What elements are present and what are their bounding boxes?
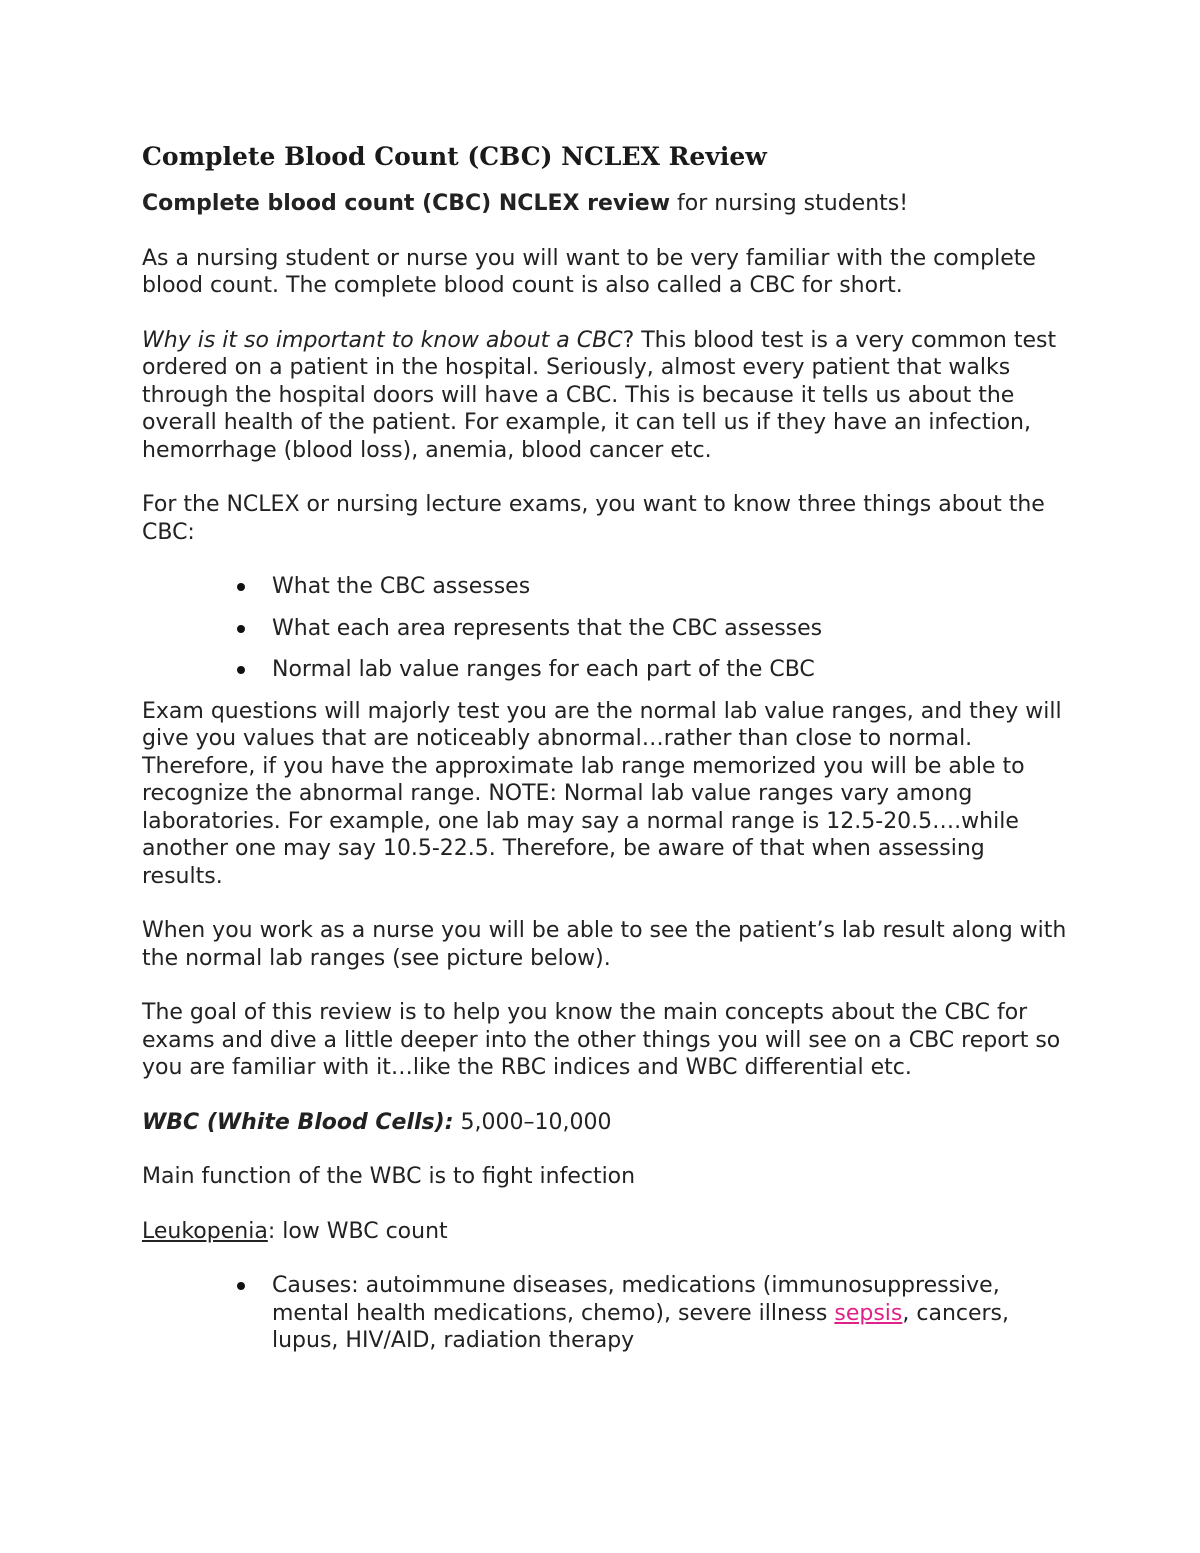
paragraph-importance [142, 327, 1067, 465]
paragraph-lab-result: When you work as a nurse you will be able to see the patient’s lab result along with the normal lab ranges (see picture below). [142, 918, 1067, 971]
bullet-icon [237, 625, 245, 633]
importance-question: Why is it so important to know about a CBC [142, 327, 623, 353]
wbc-range: 5,000–10,000 [453, 1109, 612, 1135]
paragraph-familiarity: As a nursing student or nurse you will want to be very familiar with the complete blood count. The complete blood count is also called a CBC for short. [142, 245, 1036, 298]
paragraph-three-things: For the NCLEX or nursing lecture exams, you want to know three things about the CBC: [142, 492, 1045, 545]
leukopenia-line [142, 1218, 1067, 1246]
paragraph-exam-questions: Exam questions will majorly test you are the normal lab value ranges, and they will give you values that are noticeably abnormal…rather than close to normal. Therefore, if you have the approximate lab range memorized you will be able to recognize the abnormal range. NOTE: Normal lab value ranges vary among laboratories. For example, one lab may say a normal range is 12.5-20.5….while another one may say 10.5-22.5. Therefore, be aware of that when assessing results. [142, 698, 1062, 889]
list-item [272, 615, 1067, 643]
bullet-icon [237, 583, 245, 591]
three-things-list [142, 573, 1067, 684]
bullet-icon [237, 1282, 245, 1290]
causes-after-text: , cancers, lupus, HIV/AID, radiation therapy [272, 1300, 1010, 1353]
list-item [272, 656, 1067, 684]
causes-before-text: Causes: autoimmune diseases, medications (immunosuppressive, mental health medications, chemo), severe illness [272, 1273, 1000, 1326]
paragraph-goal: The goal of this review is to help you know the main concepts about the CBC for exams and dive a little deeper into the other things you will see on a CBC report so you are familiar with it…like the RBC indices and WBC differential etc. [142, 1000, 1061, 1080]
sepsis-link[interactable]: sepsis [834, 1300, 903, 1326]
wbc-function: Main function of the WBC is to fight infection [142, 1164, 636, 1189]
leukopenia-causes-list [142, 1272, 1067, 1355]
list-item-text: What each area represents that the CBC assesses [272, 615, 823, 641]
leukopenia-definition: : low WBC count [267, 1218, 448, 1244]
wbc-heading [142, 1109, 1067, 1137]
list-item-text: What the CBC assesses [272, 574, 531, 599]
list-item-text: Normal lab value ranges for each part of the CBC [272, 657, 815, 682]
leukopenia-term: Leukopenia [142, 1218, 268, 1244]
importance-answer: ? This blood test is a very common test ordered on a patient in the hospital. Seriously, almost every patient that walks through the hospital doors will have a CBC. This is because it tells us about the overall health of the patient. For example, it can tell us if they have an infection, hemorrhage (blood loss), anemia, blood cancer etc. [142, 327, 1057, 463]
document-title: Complete Blood Count (CBC) NCLEX Review [142, 142, 767, 171]
intro-paragraph [142, 190, 1067, 218]
intro-rest-text: for nursing students! [670, 191, 909, 216]
bullet-icon [237, 666, 245, 674]
document-page [142, 140, 1067, 1369]
wbc-label: WBC (White Blood Cells): [142, 1109, 454, 1135]
list-item [272, 1272, 1067, 1355]
intro-bold-text: Complete blood count (CBC) NCLEX review [142, 191, 671, 216]
list-item [272, 573, 1067, 601]
